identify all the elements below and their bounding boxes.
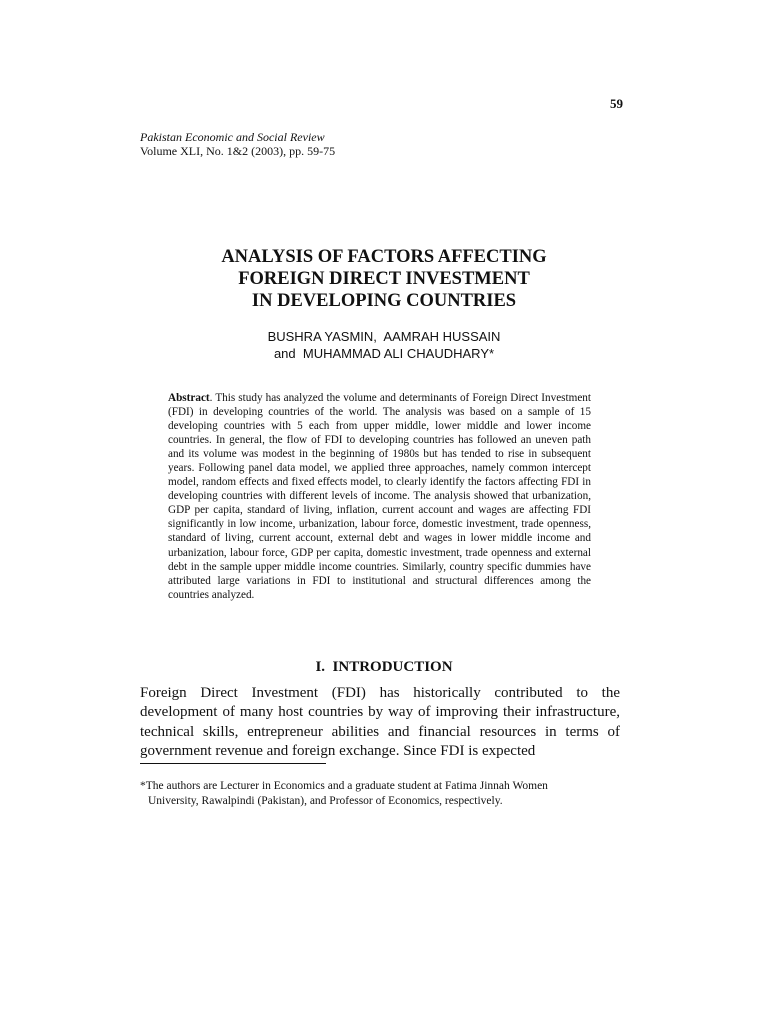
footnote — [140, 779, 620, 808]
journal-volume: Volume XLI, No. 1&2 (2003), pp. 59-75 — [140, 144, 336, 158]
author-list — [0, 328, 768, 362]
authors-line-1: BUSHRA YASMIN, AAMRAH HUSSAIN — [267, 329, 501, 344]
abstract — [168, 391, 591, 602]
introduction-paragraph: Foreign Direct Investment (FDI) has historically contributed to the development of many host countries by way of improving their infrastructure, technical skills, entrepreneur abilities and financial resources in terms of government revenue and foreign exchange. Since FDI is expected — [140, 685, 620, 759]
title-line-2: FOREIGN DIRECT INVESTMENT — [238, 269, 530, 289]
journal-name: Pakistan Economic and Social Review — [140, 130, 325, 144]
title-line-3: IN DEVELOPING COUNTRIES — [251, 291, 517, 311]
journal-header — [140, 130, 335, 158]
paper-title — [0, 246, 768, 312]
abstract-text: . This study has analyzed the volume and determinants of Foreign Direct Investment (FDI) in developing countries of the world. The analysis was based on a sample of 15 developing countries with 5 each from upper middle, lower middle and lower income countries. In general, the flow of FDI to developing countries has followed an uneven path and its volume was modest in the beginning of 1980s but has tended to rise in subsequent years. Following panel data model, we applied three approaches, namely common intercept model, random effects and fixed effects model, to clearly identify the factors affecting FDI in developing countries with different levels of income. The analysis showed that urbanization, GDP per capita, standard of living, inflation, current account and wages are affecting FDI significantly in low income, urbanization, labour force, domestic investment, trade openness, standard of living, current account, external debt and wages in lower middle income and urbanization, labour force, GDP per capita, domestic investment, trade openness and external debt in the sample upper middle income countries. Similarly, country specific dummies have attributed large variations in FDI to institutional and structural differences among the countries analyzed. — [168, 392, 591, 601]
section-heading-introduction: I. INTRODUCTION — [315, 659, 453, 675]
footnote-divider — [140, 763, 326, 764]
abstract-label: Abstract — [168, 392, 210, 404]
footnote-line-2: University, Rawalpindi (Pakistan), and Professor of Economics, respectively. — [148, 794, 503, 807]
footnote-line-1: *The authors are Lecturer in Economics and a graduate student at Fatima Jinnah Women — [140, 780, 548, 792]
authors-line-2: and MUHAMMAD ALI CHAUDHARY* — [273, 346, 495, 361]
title-line-1: ANALYSIS OF FACTORS AFFECTING — [221, 247, 547, 267]
page-number: 59 — [610, 96, 623, 111]
